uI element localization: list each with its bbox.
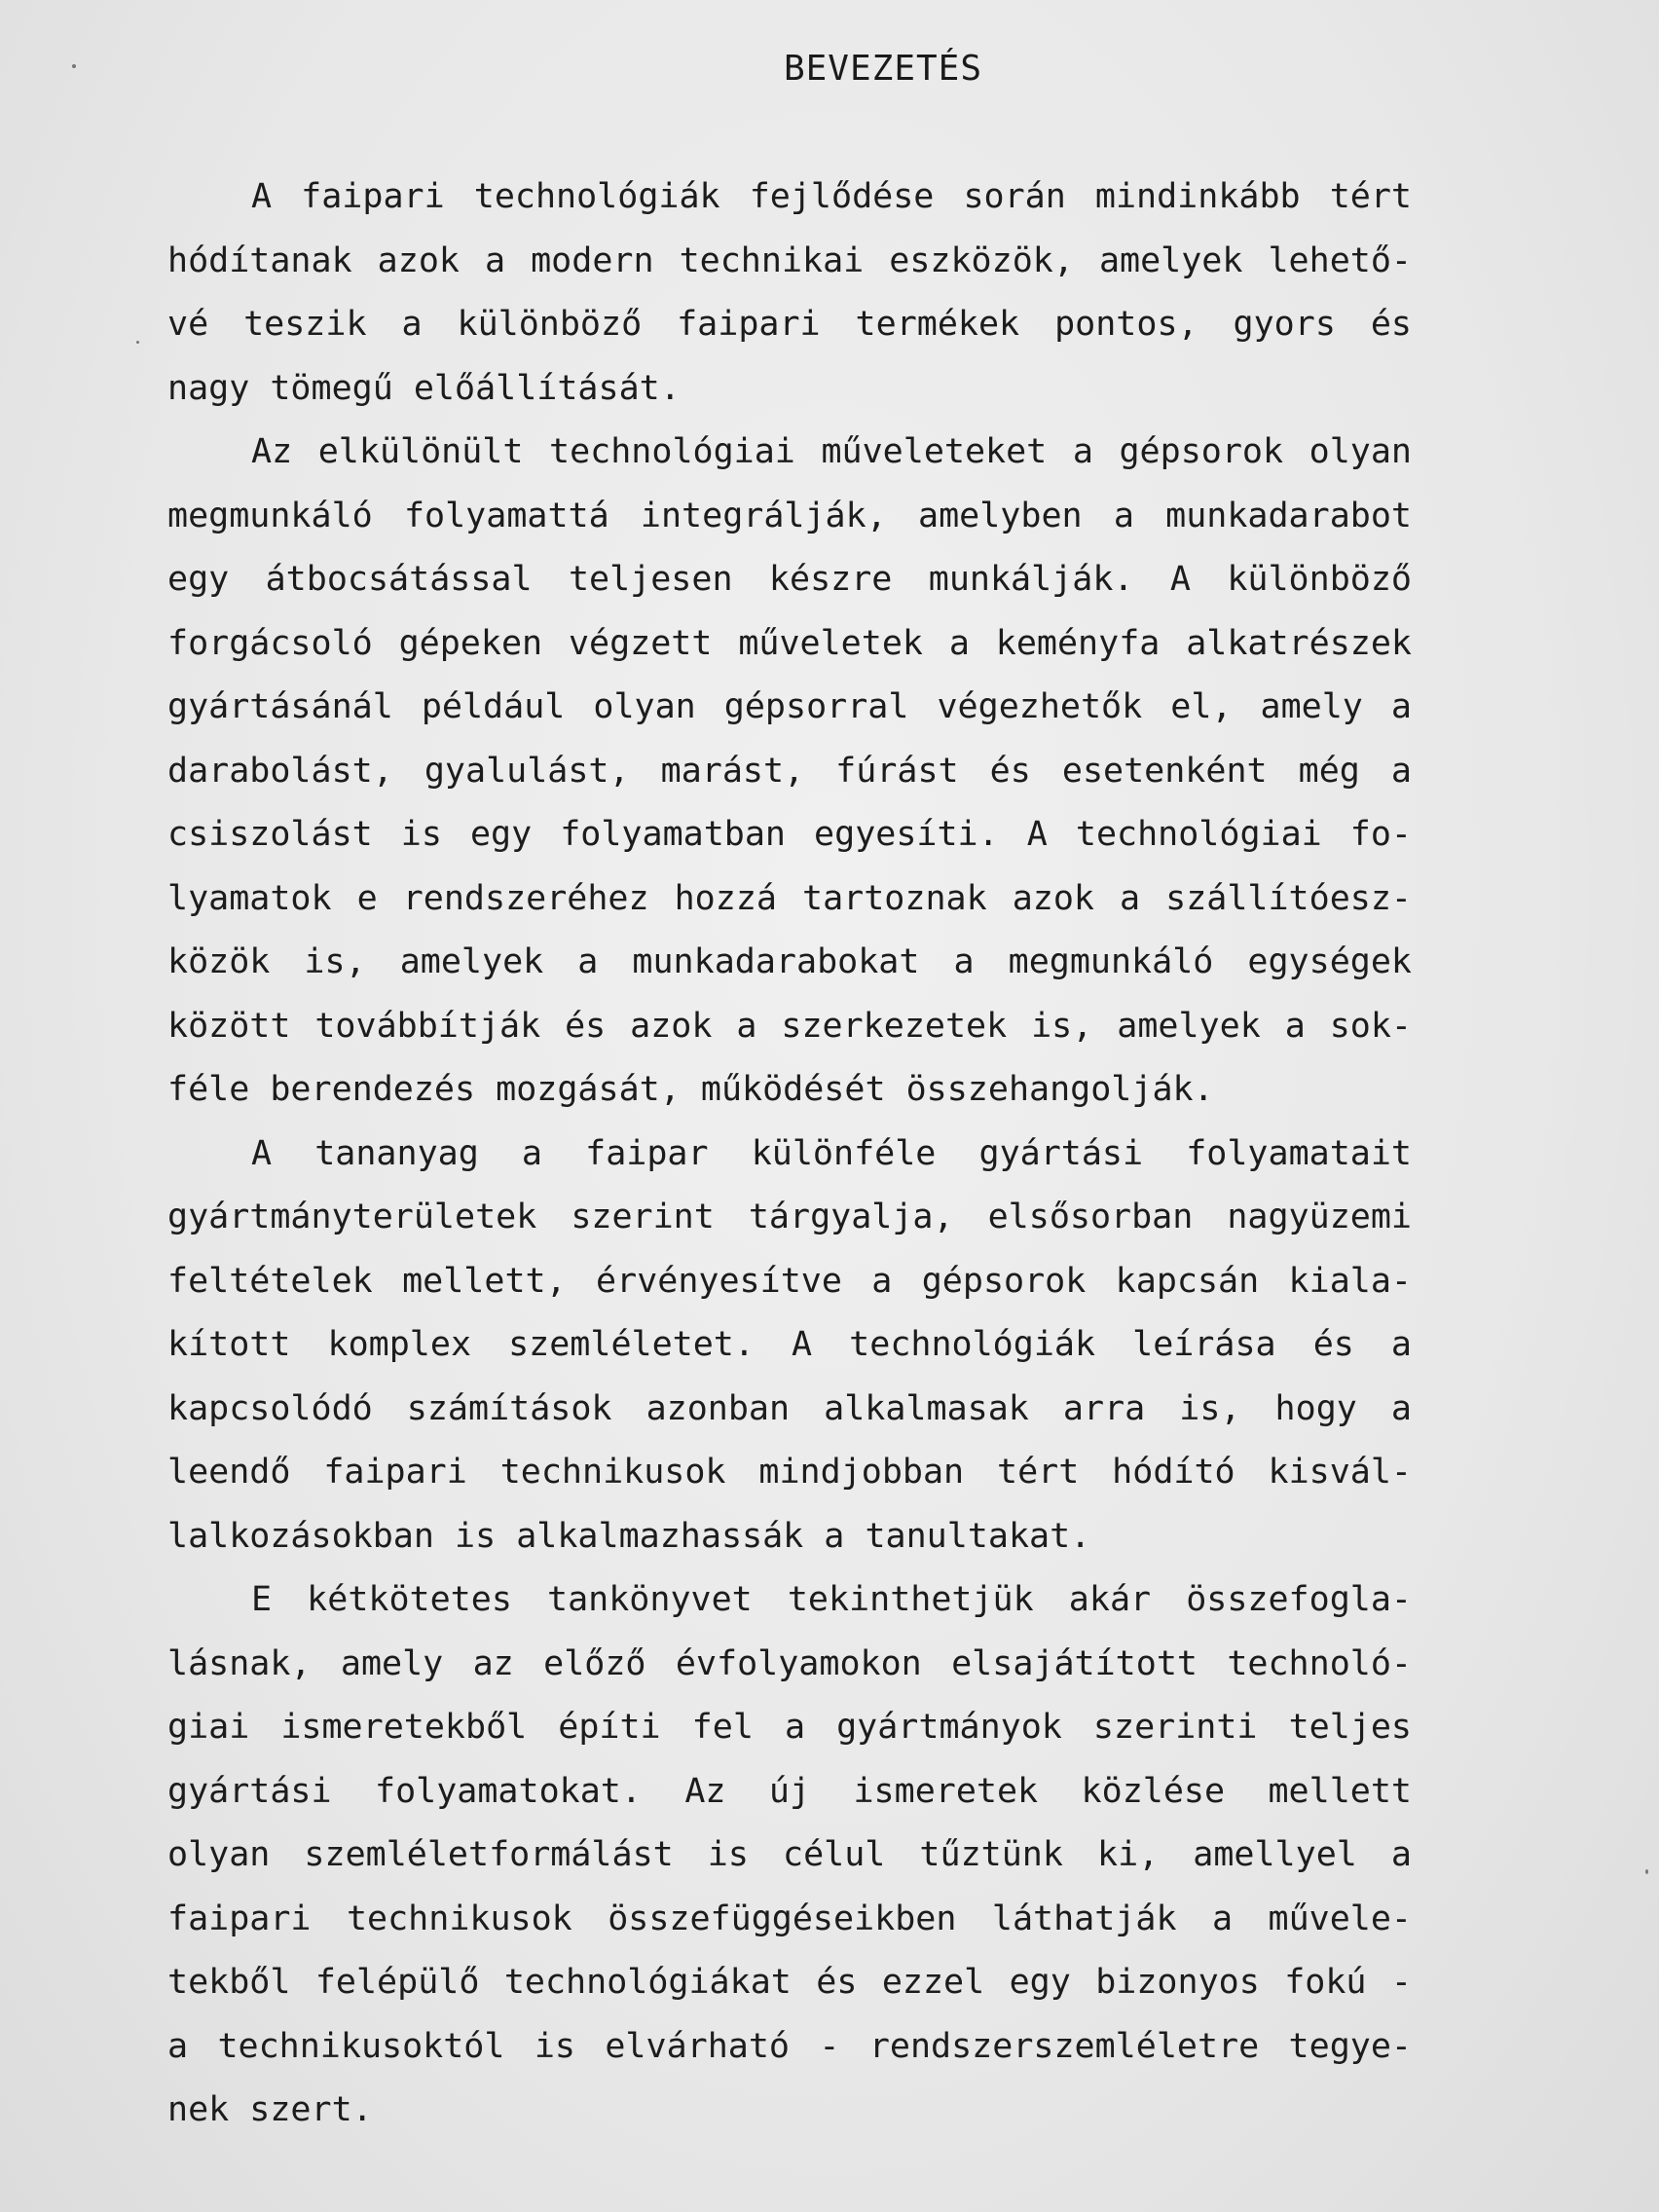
text-line: tekből felépülő technológiákat és ezzel egy bizonyos fokú - — [167, 1963, 1412, 2002]
paper-speck — [72, 64, 76, 68]
text-line: giai ismeretekből építi fel a gyártmányok szerinti teljes — [167, 1708, 1412, 1747]
text-line: A faipari technológiák fejlődése során mindinkább tért — [251, 177, 1412, 216]
text-line: faipari technikusok összefüggéseikben láthatják a művele- — [167, 1899, 1412, 1938]
text-line: gyártási folyamatokat. Az új ismeretek közlése mellett — [167, 1771, 1412, 1811]
text-line: lyamatok e rendszeréhez hozzá tartoznak azok a szállítóesz- — [167, 878, 1412, 918]
text-line: gyártmányterületek szerint tárgyalja, elsősorban nagyüzemi — [167, 1198, 1412, 1236]
text-line: kapcsolódó számítások azonban alkalmasak arra is, hogy a — [167, 1388, 1412, 1428]
text-line: hódítanak azok a modern technikai eszközök, amelyek lehető- — [167, 240, 1412, 280]
title-text: BEVEZETÉS — [783, 49, 983, 89]
text-line: gyártásánál például olyan gépsorral végezhetők el, amely a — [167, 687, 1412, 726]
text-line: között továbbítják és azok a szerkezetek is, amelyek a sok- — [167, 1006, 1412, 1046]
text-line: a technikusoktól is elvárható - rendszerszemléletre tegye- — [167, 2026, 1412, 2066]
text-line: vé teszik a különböző faipari termékek pontos, gyors és — [167, 305, 1412, 344]
text-line: nek szert. — [167, 2090, 373, 2129]
text-line: lásnak, amely az előző évfolyamokon elsajátított technoló- — [167, 1643, 1412, 1683]
text-line: feltételek mellett, érvényesítve a gépsorok kapcsán kiala- — [167, 1261, 1412, 1301]
text-line: nagy tömegű előállítását. — [167, 368, 681, 408]
text-line: Az elkülönült technológiai műveleteket a gépsorok olyan — [251, 432, 1412, 471]
text-line: kított komplex szemléletet. A technológiák leírása és a — [167, 1325, 1412, 1364]
document-title — [54, 49, 1659, 89]
text-line: közök is, amelyek a munkadarabokat a megmunkáló egységek — [167, 942, 1412, 981]
text-line: megmunkáló folyamattá integrálják, amelyben a munkadarabot — [167, 496, 1412, 535]
text-line: féle berendezés mozgását, működését összehangolják. — [167, 1070, 1214, 1109]
text-line: olyan szemléletformálást is célul tűztünk ki, amellyel a — [167, 1835, 1412, 1874]
text-line: A tananyag a faipar különféle gyártási folyamatait — [251, 1133, 1412, 1173]
text-line: egy átbocsátással teljesen készre munkálják. A különböző — [167, 560, 1412, 599]
document-body — [167, 166, 1414, 2143]
paper-speck — [1645, 1869, 1648, 1874]
text-line: forgácsoló gépeken végzett műveletek a keményfa alkatrészek — [167, 623, 1412, 663]
text-line: E kétkötetes tankönyvet tekinthetjük akár összefogla- — [251, 1580, 1412, 1619]
text-line: darabolást, gyalulást, marást, fúrást és esetenként még a — [167, 751, 1412, 791]
paper-speck — [136, 341, 139, 344]
text-line: leendő faipari technikusok mindjobban tért hódító kisvál- — [167, 1453, 1412, 1492]
text-line: lalkozásokban is alkalmazhassák a tanultakat. — [167, 1516, 1091, 1556]
text-line: csiszolást is egy folyamatban egyesíti. A technológiai fo- — [167, 815, 1412, 854]
